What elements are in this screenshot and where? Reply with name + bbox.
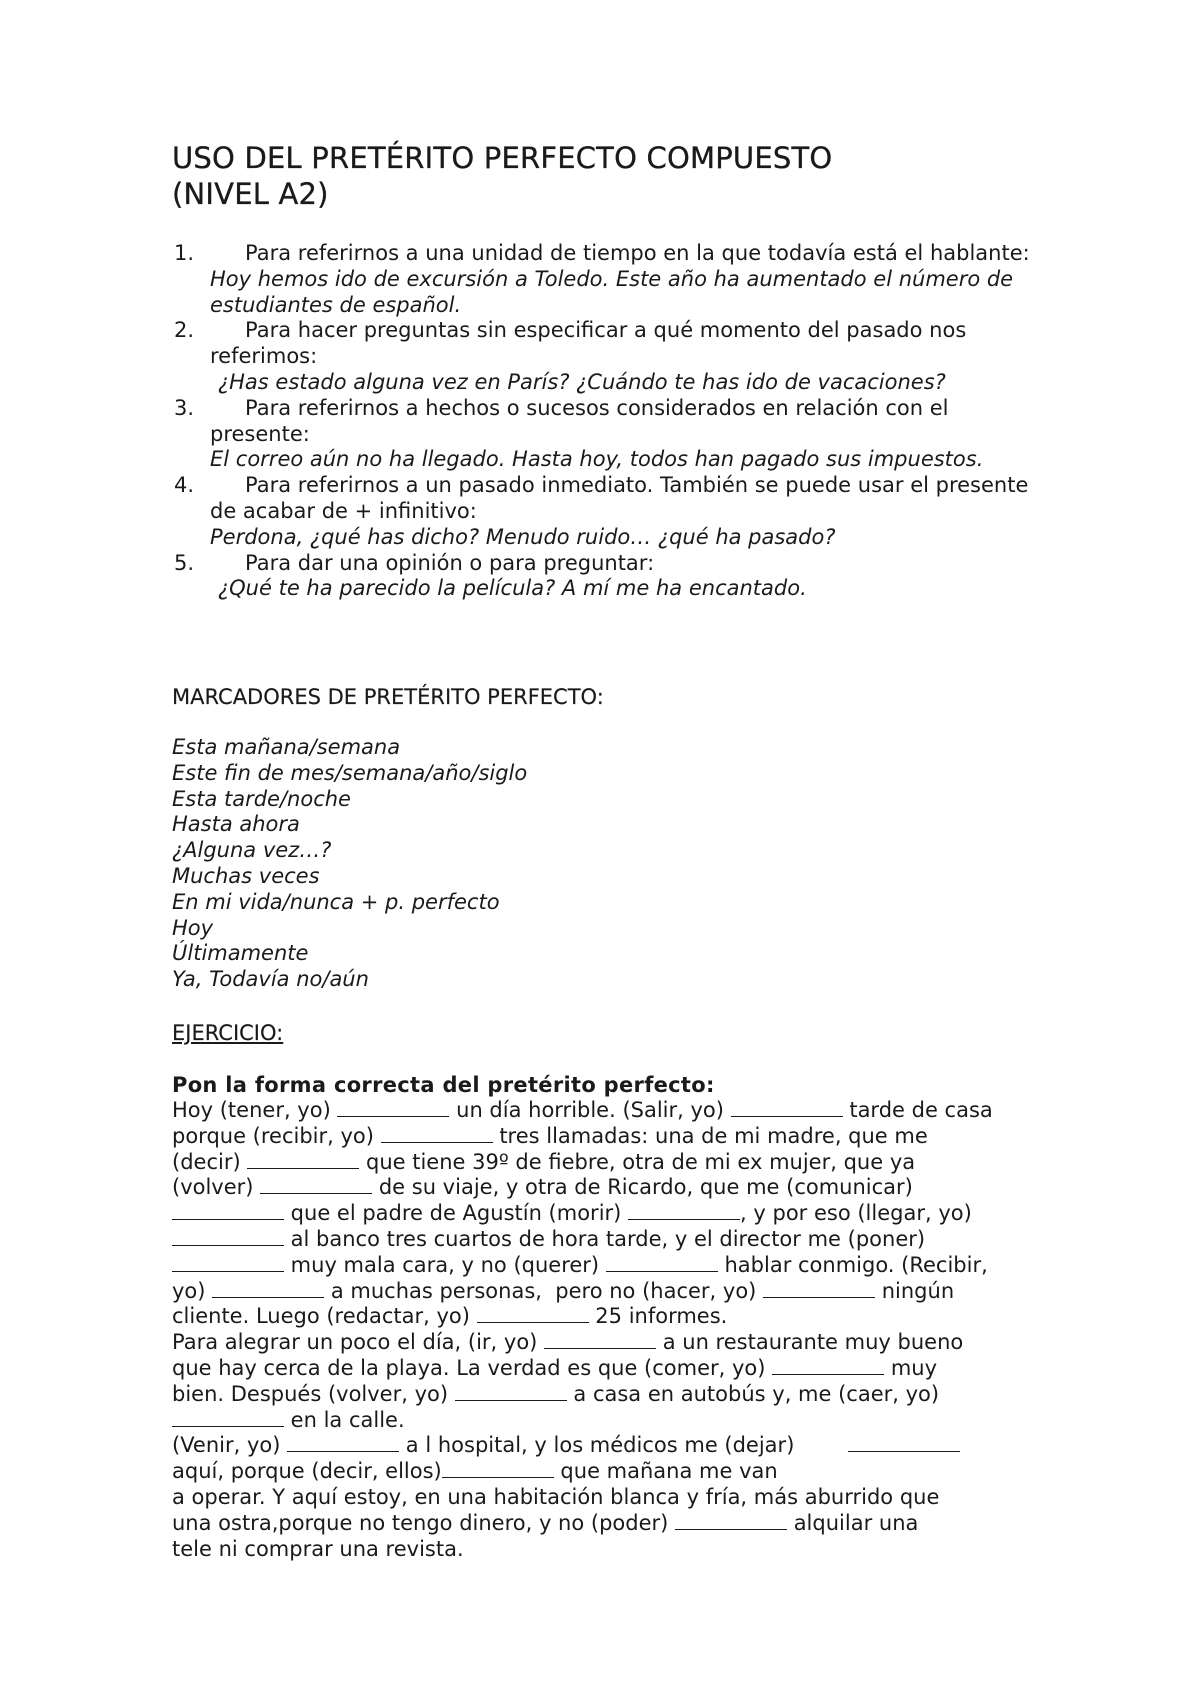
exercise-text-segment: yo)	[172, 1278, 213, 1303]
exercise-line	[172, 1279, 1072, 1305]
answer-blank	[260, 1176, 372, 1194]
exercise-line	[172, 1124, 1072, 1150]
exercise-line	[172, 1511, 1072, 1537]
exercise-text-segment: un día horrible. (Salir, yo)	[449, 1098, 731, 1122]
marker-item: Hoy	[172, 915, 214, 940]
markers-heading: MARCADORES DE PRETÉRITO PERFECTO:	[172, 685, 604, 709]
use-item	[172, 318, 1052, 395]
answer-blank	[172, 1254, 284, 1272]
markers-list	[172, 735, 527, 993]
exercise-line	[172, 1201, 1072, 1227]
use-item	[172, 241, 1052, 318]
use-rule: Para referirnos a hechos o sucesos considerados en relación con el presente:	[210, 395, 949, 446]
answer-blank	[172, 1228, 284, 1246]
use-number: 2.	[174, 318, 195, 343]
exercise-text-segment: Hoy (tener, yo)	[172, 1098, 338, 1122]
exercise-text-segment: cliente. Luego (redactar, yo)	[172, 1304, 477, 1329]
exercise-text-segment: tarde de casa	[842, 1098, 993, 1122]
exercise-text-segment: (decir)	[172, 1149, 248, 1174]
exercise-text-segment: de su viaje, y otra de Ricardo, que me (comunicar)	[372, 1175, 913, 1200]
exercise-text-segment: que tiene 39º de fiebre, otra de mi ex mujer, que ya	[359, 1149, 916, 1174]
uses-list	[172, 241, 1052, 602]
use-number: 4.	[174, 473, 195, 498]
exercise-text-segment: tele ni comprar una revista.	[172, 1536, 464, 1561]
exercise-text-segment: bien. Después (volver, yo)	[172, 1381, 455, 1406]
use-item	[172, 473, 1052, 550]
use-example: Perdona, ¿qué has dicho? Menudo ruido… ¿qué ha pasado?	[210, 524, 836, 549]
answer-blank	[172, 1202, 284, 1220]
answer-blank	[675, 1512, 787, 1530]
marker-item: Esta tarde/noche	[172, 786, 351, 811]
exercise-text-segment: muy	[884, 1355, 938, 1380]
use-number: 5.	[174, 550, 195, 575]
answer-blank	[172, 1409, 284, 1427]
answer-blank	[848, 1434, 960, 1452]
page-title	[172, 140, 1072, 212]
exercise-text-segment: muy mala cara, y no (querer)	[284, 1252, 606, 1277]
answer-blank	[731, 1099, 843, 1117]
use-number: 1.	[174, 241, 195, 265]
exercise-text-segment: porque (recibir, yo)	[172, 1123, 381, 1148]
exercise-text-segment: Para alegrar un poco el día, (ir, yo)	[172, 1330, 545, 1355]
exercise-line	[172, 1253, 1072, 1279]
exercise-text-segment: alquilar una	[787, 1510, 919, 1535]
exercise-line	[172, 1304, 1072, 1330]
answer-blank	[337, 1099, 449, 1117]
answer-blank	[455, 1383, 567, 1401]
answer-blank	[212, 1280, 324, 1298]
title-line-1: USO DEL PRETÉRITO PERFECTO COMPUESTO	[172, 141, 833, 175]
exercise-text-segment: en la calle.	[284, 1407, 405, 1432]
exercise-text-segment: al banco tres cuartos de hora tarde, y el director me (poner)	[284, 1226, 926, 1251]
exercise-text-segment: a muchas personas, pero no (hacer, yo)	[324, 1278, 764, 1303]
answer-blank	[763, 1280, 875, 1298]
marker-item: Últimamente	[172, 941, 309, 966]
use-rule: Para referirnos a un pasado inmediato. También se puede usar el presente de acabar de + infinitivo:	[210, 473, 1029, 523]
exercise-text-segment: hablar conmigo. (Recibir,	[717, 1252, 988, 1277]
answer-blank	[628, 1202, 740, 1220]
exercise-line	[172, 1330, 1072, 1356]
exercise-line	[172, 1227, 1072, 1253]
use-rule: Para dar una opinión o para preguntar:	[245, 550, 655, 575]
use-example: El correo aún no ha llegado. Hasta hoy, todos han pagado sus impuestos.	[210, 447, 984, 472]
exercise-line	[172, 1537, 1072, 1563]
exercise-text-segment: 25 informes.	[588, 1304, 728, 1329]
exercise-text-segment: (Venir, yo)	[172, 1433, 288, 1458]
answer-blank	[544, 1331, 656, 1349]
exercise-line	[172, 1485, 1072, 1511]
use-example: Hoy hemos ido de excursión a Toledo. Este año ha aumentado el número de estudiantes de español.	[210, 266, 1014, 317]
exercise-text-segment: ningún	[875, 1278, 955, 1303]
exercise-text-segment: a operar. Y aquí estoy, en una habitación blanca y fría, más aburrido que	[172, 1484, 940, 1509]
exercise-line	[172, 1408, 1072, 1434]
marker-item: Esta mañana/semana	[172, 735, 401, 759]
exercise-text-segment: , y por eso (llegar, yo)	[740, 1201, 972, 1226]
use-item	[172, 551, 1052, 603]
marker-item: Muchas veces	[172, 863, 320, 888]
marker-item: En mi vida/nunca + p. perfecto	[172, 889, 500, 914]
exercise-instruction: Pon la forma correcta del pretérito perfecto:	[172, 1073, 715, 1097]
exercise-text	[172, 1098, 1072, 1562]
answer-blank	[772, 1357, 884, 1375]
answer-blank	[477, 1305, 589, 1323]
exercise-text-segment: que hay cerca de la playa. La verdad es que (comer, yo)	[172, 1355, 773, 1380]
exercise-line	[172, 1175, 1072, 1201]
marker-item: Ya, Todavía no/aún	[172, 967, 369, 992]
use-example: ¿Has estado alguna vez en París? ¿Cuándo te has ido de vacaciones?	[218, 369, 946, 394]
title-line-2: (NIVEL A2)	[172, 177, 329, 211]
answer-blank	[381, 1125, 493, 1143]
exercise-line	[172, 1098, 1072, 1124]
exercise-heading: EJERCICIO:	[172, 1021, 284, 1045]
exercise-text-segment: a un restaurante muy bueno	[656, 1330, 964, 1355]
answer-blank	[247, 1151, 359, 1169]
exercise-text-segment: que mañana me van	[553, 1459, 778, 1484]
exercise-line	[172, 1382, 1072, 1408]
answer-blank	[287, 1434, 399, 1452]
exercise-text-segment: a l hospital, y los médicos me (dejar)	[399, 1433, 848, 1458]
answer-blank	[606, 1254, 718, 1272]
exercise-line	[172, 1459, 1072, 1485]
use-number: 3.	[174, 395, 195, 420]
answer-blank	[442, 1460, 554, 1478]
use-item	[172, 396, 1052, 473]
marker-item: ¿Alguna vez…?	[172, 838, 332, 863]
exercise-line	[172, 1356, 1072, 1382]
use-rule: Para referirnos a una unidad de tiempo en la que todavía está el hablante:	[245, 241, 1030, 265]
exercise-text-segment: una ostra,porque no tengo dinero, y no (poder)	[172, 1510, 676, 1535]
marker-item: Hasta ahora	[172, 812, 300, 837]
exercise-text-segment: aquí, porque (decir, ellos)	[172, 1459, 442, 1484]
exercise-text-segment: a casa en autobús y, me (caer, yo)	[566, 1381, 940, 1406]
exercise-line	[172, 1433, 1072, 1459]
exercise-text-segment: que el padre de Agustín (morir)	[284, 1201, 629, 1226]
exercise-line	[172, 1150, 1072, 1176]
exercise-text-segment: (volver)	[172, 1175, 261, 1200]
marker-item: Este fin de mes/semana/año/siglo	[172, 760, 528, 785]
use-rule: Para hacer preguntas sin especificar a qué momento del pasado nos referimos:	[210, 318, 967, 369]
use-example: ¿Qué te ha parecido la película? A mí me ha encantado.	[218, 576, 807, 601]
exercise-text-segment: tres llamadas: una de mi madre, que me	[492, 1123, 928, 1148]
